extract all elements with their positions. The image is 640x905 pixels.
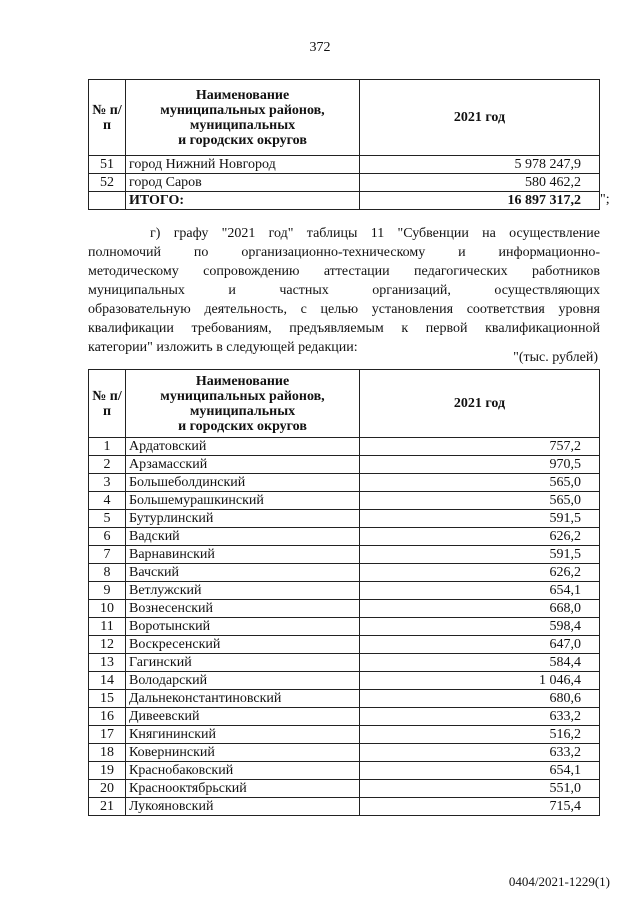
row-number: 52 bbox=[89, 174, 126, 192]
row-name: город Саров bbox=[126, 174, 360, 192]
row-name: Арзамасский bbox=[126, 456, 360, 474]
header-num: № п/п bbox=[89, 80, 126, 156]
row-value: 626,2 bbox=[360, 528, 600, 546]
row-value: 654,1 bbox=[360, 762, 600, 780]
paragraph-line: полномочий по организационно-техническому и информационно- bbox=[88, 245, 600, 260]
row-number: 1 bbox=[89, 438, 126, 456]
row-value: 5 978 247,9 bbox=[360, 156, 600, 174]
row-value: 516,2 bbox=[360, 726, 600, 744]
table1-closing-quote: "; bbox=[600, 192, 610, 207]
header-year: 2021 год bbox=[360, 370, 600, 438]
row-value: 633,2 bbox=[360, 744, 600, 762]
row-name: Большемурашкинский bbox=[126, 492, 360, 510]
header-year: 2021 год bbox=[360, 80, 600, 156]
row-value: 565,0 bbox=[360, 474, 600, 492]
row-number: 15 bbox=[89, 690, 126, 708]
row-name: Княгининский bbox=[126, 726, 360, 744]
table-row bbox=[89, 636, 600, 654]
header-name bbox=[126, 370, 360, 438]
row-number: 19 bbox=[89, 762, 126, 780]
table-row bbox=[89, 438, 600, 456]
table-row bbox=[89, 780, 600, 798]
header-name-line: муниципальных bbox=[189, 117, 296, 133]
row-name: Бутурлинский bbox=[126, 510, 360, 528]
table-row bbox=[89, 672, 600, 690]
table-row bbox=[89, 546, 600, 564]
amendment-paragraph bbox=[88, 224, 600, 357]
row-number: 20 bbox=[89, 780, 126, 798]
table-header-row bbox=[89, 80, 600, 156]
row-number: 5 bbox=[89, 510, 126, 528]
table-row bbox=[89, 600, 600, 618]
row-value: 668,0 bbox=[360, 600, 600, 618]
row-name: Ковернинский bbox=[126, 744, 360, 762]
row-name: Вознесенский bbox=[126, 600, 360, 618]
total-row bbox=[89, 192, 600, 210]
header-name-line: муниципальных районов, bbox=[160, 102, 325, 118]
table-continuation bbox=[88, 79, 600, 210]
row-number: 6 bbox=[89, 528, 126, 546]
table-row bbox=[89, 582, 600, 600]
row-name: Краснобаковский bbox=[126, 762, 360, 780]
table-row bbox=[89, 156, 600, 174]
row-name: Ардатовский bbox=[126, 438, 360, 456]
row-value: 551,0 bbox=[360, 780, 600, 798]
paragraph-line: образовательную деятельность, с целью установления соответствия уровня bbox=[88, 302, 600, 317]
row-number: 12 bbox=[89, 636, 126, 654]
paragraph-line: квалификации требованиям, предъявляемым к первой квалификационной bbox=[88, 321, 600, 336]
row-name: Ветлужский bbox=[126, 582, 360, 600]
table-row bbox=[89, 654, 600, 672]
row-value: 584,4 bbox=[360, 654, 600, 672]
row-value: 680,6 bbox=[360, 690, 600, 708]
row-name: Краснооктябрьский bbox=[126, 780, 360, 798]
page-number: 372 bbox=[309, 40, 331, 55]
paragraph-line: г) графу "2021 год" таблицы 11 "Субвенции на осуществление bbox=[150, 226, 600, 241]
table-row bbox=[89, 456, 600, 474]
row-value: 715,4 bbox=[360, 798, 600, 816]
table-row bbox=[89, 528, 600, 546]
table-row bbox=[89, 708, 600, 726]
row-number: 14 bbox=[89, 672, 126, 690]
row-value: 647,0 bbox=[360, 636, 600, 654]
table-row bbox=[89, 762, 600, 780]
row-name: Дивеевский bbox=[126, 708, 360, 726]
row-name: Володарский bbox=[126, 672, 360, 690]
row-name: Вачский bbox=[126, 564, 360, 582]
row-number: 51 bbox=[89, 156, 126, 174]
row-value: 970,5 bbox=[360, 456, 600, 474]
table-row bbox=[89, 726, 600, 744]
table-row bbox=[89, 564, 600, 582]
row-name: Воскресенский bbox=[126, 636, 360, 654]
table-row bbox=[89, 474, 600, 492]
header-name-line: Наименование bbox=[195, 87, 290, 103]
paragraph-line: категории" изложить в следующей редакции: bbox=[88, 340, 358, 355]
row-number: 18 bbox=[89, 744, 126, 762]
header-name bbox=[126, 80, 360, 156]
row-value: 591,5 bbox=[360, 546, 600, 564]
row-name: Воротынский bbox=[126, 618, 360, 636]
header-name-line: муниципальных районов, bbox=[160, 388, 325, 404]
header-name-line: и городских округов bbox=[178, 418, 307, 434]
row-name: Дальнеконстантиновский bbox=[126, 690, 360, 708]
row-value: 598,4 bbox=[360, 618, 600, 636]
row-value: 1 046,4 bbox=[360, 672, 600, 690]
row-number: 2 bbox=[89, 456, 126, 474]
row-name: Вадский bbox=[126, 528, 360, 546]
row-value: 654,1 bbox=[360, 582, 600, 600]
header-name-line: и городских округов bbox=[178, 132, 307, 148]
row-number: 11 bbox=[89, 618, 126, 636]
table-row bbox=[89, 798, 600, 816]
header-num: № п/п bbox=[89, 370, 126, 438]
paragraph-line: муниципальных и частных организаций, осуществляющих bbox=[88, 283, 600, 298]
total-num-cell bbox=[89, 192, 126, 210]
row-value: 565,0 bbox=[360, 492, 600, 510]
row-value: 580 462,2 bbox=[360, 174, 600, 192]
row-number: 7 bbox=[89, 546, 126, 564]
row-value: 591,5 bbox=[360, 510, 600, 528]
table-row bbox=[89, 618, 600, 636]
row-number: 10 bbox=[89, 600, 126, 618]
row-value: 633,2 bbox=[360, 708, 600, 726]
row-name: Гагинский bbox=[126, 654, 360, 672]
total-label: ИТОГО: bbox=[126, 192, 360, 210]
paragraph-line: методическому сопровождению аттестации педагогических работников bbox=[88, 264, 600, 279]
row-name: Варнавинский bbox=[126, 546, 360, 564]
subvention-table bbox=[88, 369, 600, 816]
row-value: 626,2 bbox=[360, 564, 600, 582]
row-number: 17 bbox=[89, 726, 126, 744]
document-code: 0404/2021-1229(1) bbox=[508, 874, 610, 889]
row-number: 21 bbox=[89, 798, 126, 816]
row-number: 9 bbox=[89, 582, 126, 600]
total-value: 16 897 317,2 bbox=[360, 192, 600, 210]
header-name-line: Наименование bbox=[195, 373, 290, 389]
table-row bbox=[89, 744, 600, 762]
row-number: 3 bbox=[89, 474, 126, 492]
row-name: Лукояновский bbox=[126, 798, 360, 816]
table-row bbox=[89, 510, 600, 528]
table-header-row bbox=[89, 370, 600, 438]
row-name: Большеболдинский bbox=[126, 474, 360, 492]
row-number: 8 bbox=[89, 564, 126, 582]
table-row bbox=[89, 174, 600, 192]
row-number: 4 bbox=[89, 492, 126, 510]
table-row bbox=[89, 492, 600, 510]
header-name-line: муниципальных bbox=[189, 403, 296, 419]
row-name: город Нижний Новгород bbox=[126, 156, 360, 174]
row-value: 757,2 bbox=[360, 438, 600, 456]
table-row bbox=[89, 690, 600, 708]
row-number: 16 bbox=[89, 708, 126, 726]
units-label: "(тыс. рублей) bbox=[513, 350, 598, 365]
row-number: 13 bbox=[89, 654, 126, 672]
